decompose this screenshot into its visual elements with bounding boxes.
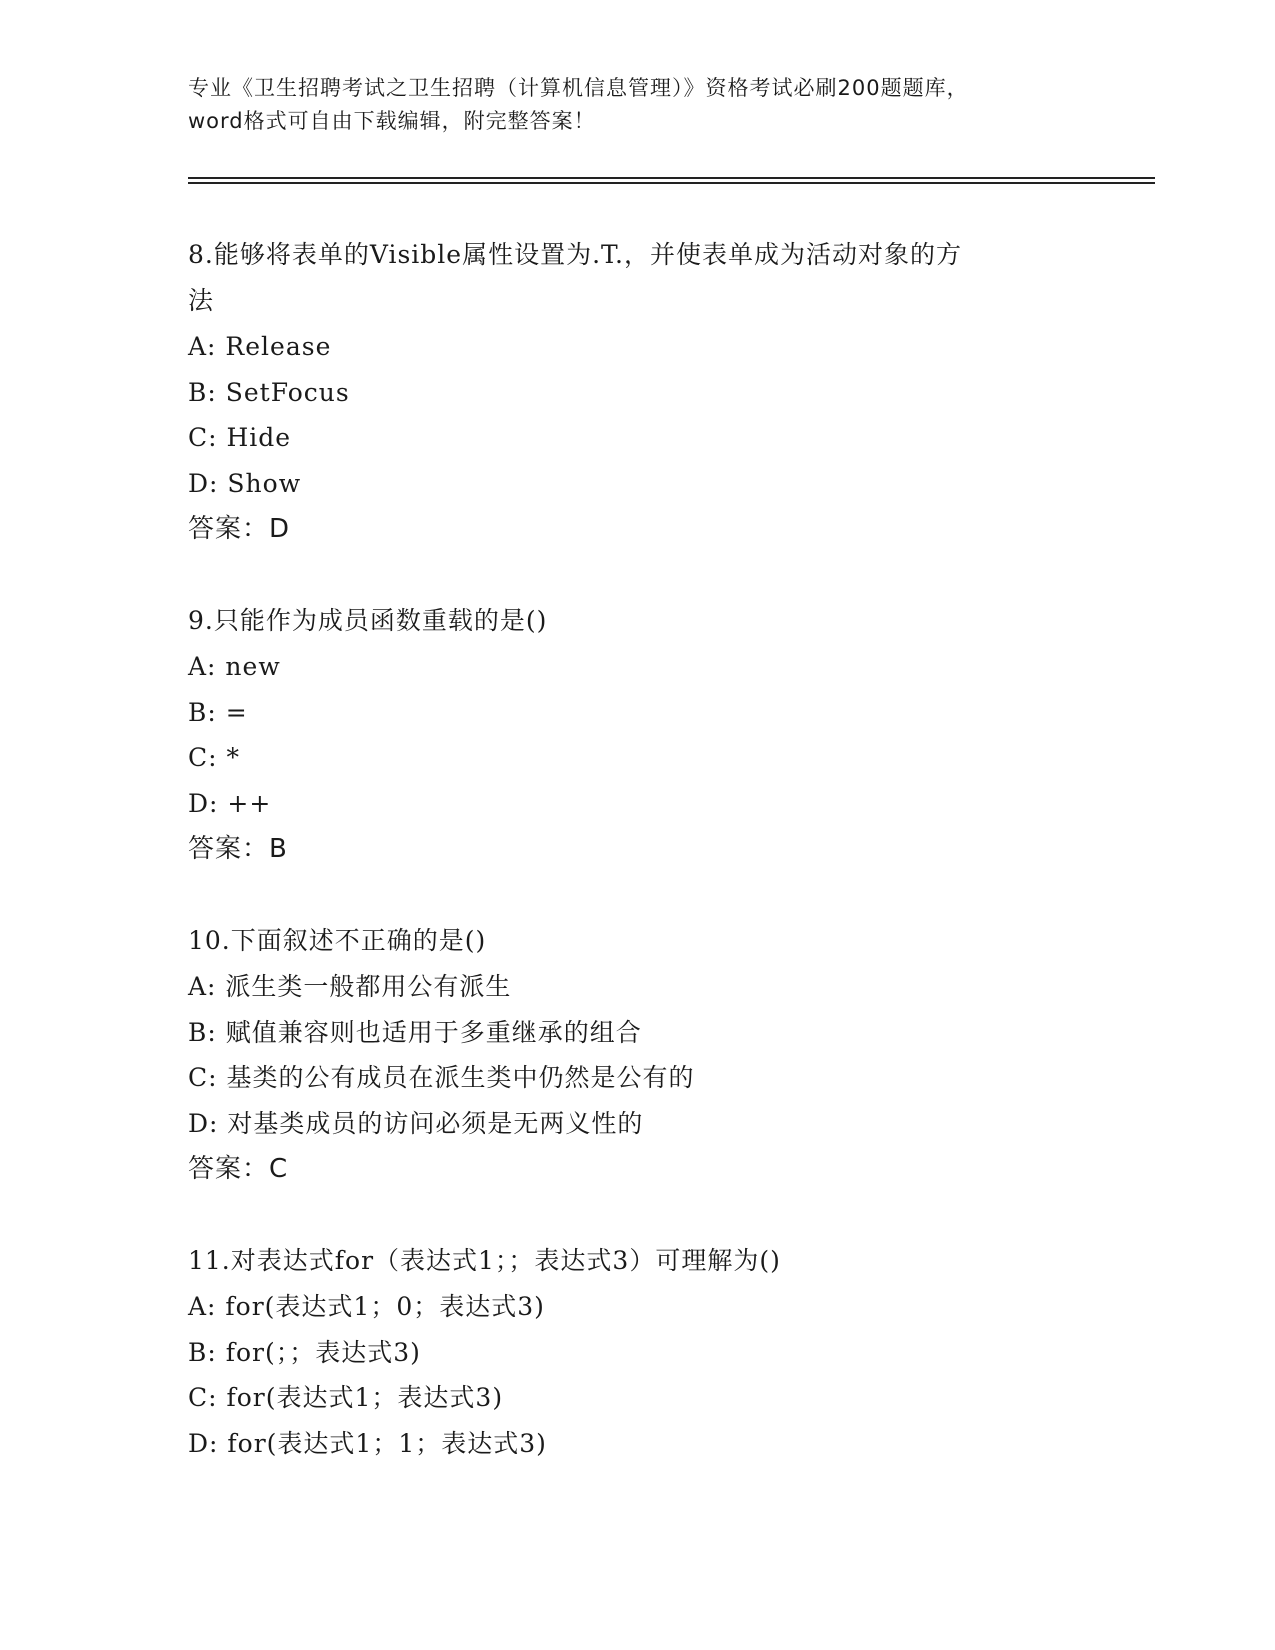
option-a: A: new	[188, 652, 281, 681]
option-b: B: 赋值兼容则也适用于多重继承的组合	[188, 1017, 642, 1047]
option-b: B: SetFocus	[188, 377, 350, 407]
option-a: A: 派生类一般都用公有派生	[188, 972, 512, 1001]
header-divider-bottom	[188, 182, 1155, 184]
question-title: 8.能够将表单的Visible属性设置为.T.，并使表单成为活动对象的方	[188, 240, 962, 269]
option-a: A: for(表达式1；0；表达式3)	[188, 1292, 545, 1321]
option-b: B: for(；；表达式3)	[188, 1337, 421, 1367]
option-c: C: Hide	[188, 423, 292, 452]
question-title: 10.下面叙述不正确的是()	[188, 926, 487, 955]
option-d: D: Show	[188, 468, 302, 498]
option-b: B: =	[188, 697, 248, 727]
question-10	[188, 918, 1088, 1192]
question-8	[188, 232, 1088, 552]
document-header	[188, 72, 1088, 138]
option-d: D: ++	[188, 788, 272, 818]
header-line-1: 专业《卫生招聘考试之卫生招聘（计算机信息管理）》资格考试必刷200题题库，	[188, 76, 969, 100]
question-list	[188, 232, 1088, 1466]
option-c: C: 基类的公有成员在派生类中仍然是公有的	[188, 1063, 695, 1092]
question-9	[188, 598, 1088, 872]
question-11	[188, 1238, 1088, 1466]
answer: 答案：B	[188, 834, 288, 864]
option-d: D: 对基类成员的访问必须是无两义性的	[188, 1108, 644, 1138]
question-title-continued: 法	[188, 286, 215, 315]
answer: 答案：C	[188, 1154, 289, 1184]
option-c: C: for(表达式1；表达式3)	[188, 1383, 504, 1412]
option-c: C: *	[188, 743, 240, 772]
question-title: 9.只能作为成员函数重载的是()	[188, 606, 548, 635]
option-a: A: Release	[188, 332, 332, 361]
header-line-2: word格式可自由下载编辑，附完整答案！	[188, 109, 596, 133]
header-divider-top	[188, 177, 1155, 179]
answer: 答案：D	[188, 514, 291, 544]
question-spacer	[188, 1192, 1088, 1238]
question-title: 11.对表达式for（表达式1；；表达式3）可理解为()	[188, 1246, 781, 1275]
question-spacer	[188, 552, 1088, 598]
option-d: D: for(表达式1；1；表达式3)	[188, 1428, 547, 1458]
question-spacer	[188, 872, 1088, 918]
